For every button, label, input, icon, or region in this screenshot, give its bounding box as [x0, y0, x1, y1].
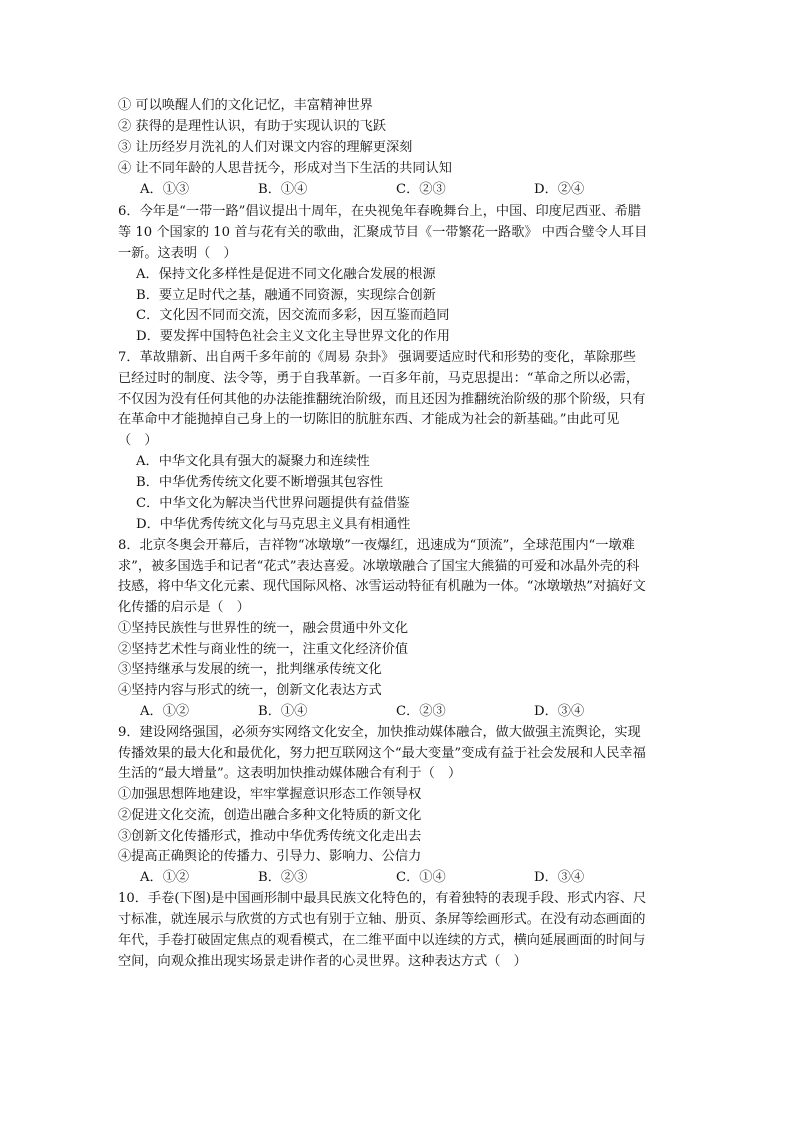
q5-item-3: ③ 让历经岁月洗礼的人们对课文内容的理解更深刻	[118, 140, 413, 155]
q9-item-4: ④提高正确舆论的传播力、引导力、影响力、公信力	[118, 849, 422, 864]
q9-stem-line-1: 9．建设网络强国，必须夯实网络文化安全，加快推动媒体融合，做大做强主流舆论，实现	[118, 725, 641, 740]
q7-stem-line-4: 在革命中才能抛掉自己身上的一切陈旧的肮脏东西、才能成为社会的新基础。”由此可见	[118, 412, 620, 427]
q7-stem-line-5: （ ）	[118, 433, 158, 448]
q10-stem-line-1: 10．手卷(下图)是中国画形制中最具民族文化特色的，有着独特的表现手段、形式内容、尺	[118, 891, 647, 906]
q7-stem-line-1: 7．革故鼎新、出自两千多年前的《周易 杂卦》 强调要适应时代和形势的变化，革除那些	[118, 350, 636, 365]
q6-stem-line-3: 一新。这表明（ ）	[118, 246, 237, 261]
q5-option-d[interactable]: D．②④	[534, 182, 585, 197]
q9-option-b[interactable]: B．②③	[258, 870, 308, 885]
q6-choice-d[interactable]: D．要发挥中国特色社会主义文化主导世界文化的作用	[136, 329, 450, 344]
q5-option-a[interactable]: A．①③	[140, 182, 190, 197]
q10-stem-line-3: 年代，手卷打破固定焦点的观看模式，在二维平面中以连续的方式，横向延展画面的时间与	[118, 933, 646, 948]
q9-stem-line-3: 生活的“最大增量”。这表明加快推动媒体融合有利于（ ）	[118, 766, 462, 781]
q9-stem-line-2: 传播效果的最大化和最优化，努力把互联网这个“最大变量”变成有益于社会发展和人民幸福	[118, 746, 646, 761]
q9-option-a[interactable]: A．①②	[140, 870, 190, 885]
q8-item-4: ④坚持内容与形式的统一，创新文化表达方式	[118, 683, 382, 698]
q8-option-c[interactable]: C．②③	[396, 704, 446, 719]
q5-option-c[interactable]: C．②③	[396, 182, 446, 197]
q6-choice-a[interactable]: A．保持文化多样性是促进不同文化融合发展的根源	[136, 267, 436, 282]
q7-choice-b[interactable]: B．中华优秀传统文化要不断增强其包容性	[136, 475, 384, 490]
q8-option-a[interactable]: A．①②	[140, 704, 190, 719]
q9-item-3: ③创新文化传播形式，推动中华优秀传统文化走出去	[118, 829, 422, 844]
q8-option-b[interactable]: B．①④	[258, 704, 308, 719]
q9-item-2: ②促进文化交流，创造出融合多种文化特质的新文化	[118, 808, 422, 823]
q5-item-4: ④ 让不同年龄的人思昔抚今，形成对当下生活的共同认知	[118, 161, 452, 176]
q8-item-3: ③坚持继承与发展的统一，批判继承传统文化	[118, 662, 382, 677]
q8-stem-line-4: 化传播的启示是（ ）	[118, 600, 250, 615]
q8-item-1: ①坚持民族性与世界性的统一，融会贯通中外文化	[118, 621, 409, 636]
q6-stem-line-1: 6．今年是“一带一路”倡议提出十周年，在央视兔年春晚舞台上，中国、印度尼西亚、希腊	[118, 204, 641, 219]
q8-item-2: ②坚持艺术性与商业性的统一，注重文化经济价值	[118, 642, 409, 657]
q10-stem-line-2: 寸标准，就连展示与欣赏的方式也有别于立轴、册页、条屏等绘画形式。在没有动态画面的	[118, 912, 646, 927]
q10-stem-line-4: 空间，向观众推出现实场景走讲作者的心灵世界。这种表达方式（ ）	[118, 954, 527, 969]
q5-option-b[interactable]: B．①④	[258, 182, 308, 197]
q9-item-1: ①加强思想阵地建设，牢牢掌握意识形态工作领导权	[118, 787, 422, 802]
q5-options	[140, 180, 680, 200]
q7-choice-a[interactable]: A．中华文化具有强大的凝聚力和连续性	[136, 454, 370, 469]
q9-option-d[interactable]: D．③④	[534, 870, 585, 885]
q6-choice-b[interactable]: B．要立足时代之基，融通不同资源，实现综合创新	[136, 288, 436, 303]
q8-options	[140, 702, 680, 722]
q7-choice-c[interactable]: C．中华文化为解决当代世界问题提供有益借鉴	[136, 496, 410, 511]
q8-stem-line-1: 8．北京冬奥会开幕后，吉祥物“冰墩墩”一夜爆红，迅速成为“顶流”，全球范围内“一墩难	[118, 538, 635, 553]
q5-item-1: ① 可以唤醒人们的文化记忆，丰富精神世界	[118, 98, 373, 113]
q6-choice-c[interactable]: C．文化因不同而交流，因交流而多彩，因互鉴而趋同	[136, 308, 450, 323]
q9-option-c[interactable]: C．①④	[396, 870, 446, 885]
q5-item-2: ② 获得的是理性认识，有助于实现认识的飞跃	[118, 119, 386, 134]
q9-options	[140, 868, 680, 888]
q8-option-d[interactable]: D．③④	[534, 704, 585, 719]
q8-stem-line-3: 技感，将中华文化元素、现代国际风格、冰雪运动特征有机融为一体。“冰墩墩热”对搞好文	[118, 579, 646, 594]
q7-stem-line-3: 不仅因为没有任何其他的办法能推翻统治阶级，而且还因为推翻统治阶级的那个阶级，只有	[118, 392, 646, 407]
q8-stem-line-2: 求”，被多国选手和记者“花式”表达喜爱。冰墩墩融合了国宝大熊猫的可爱和冰晶外壳的科	[118, 559, 640, 574]
q7-stem-line-2: 已经过时的制度、法令等，勇于自我革新。一百多年前，马克思提出：“革命之所以必需，	[118, 371, 640, 386]
q6-stem-line-2: 等 10 个国家的 10 首与花有关的歌曲，汇聚成节目《一带繁花一路歌》 中西合璧令人耳目	[118, 225, 648, 240]
q7-choice-d[interactable]: D．中华优秀传统文化与马克思主义具有相通性	[136, 517, 411, 532]
